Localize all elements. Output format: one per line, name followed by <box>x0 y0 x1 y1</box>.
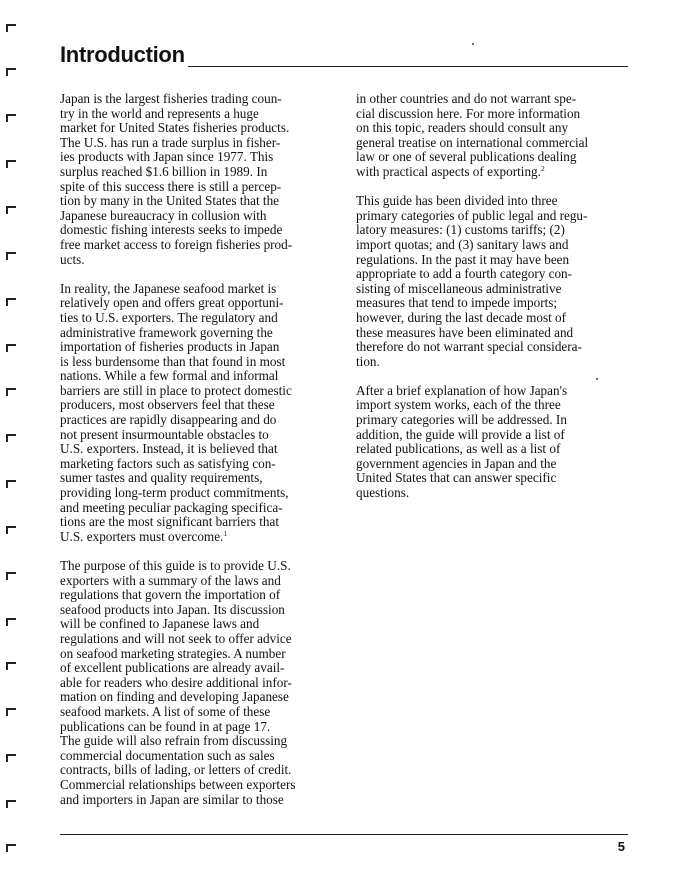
text-line: Commercial relationships between exporters <box>60 776 296 792</box>
text-line: tion. <box>356 353 380 369</box>
text-line: government agencies in Japan and the <box>356 455 557 471</box>
text-line: try in the world and represents a huge <box>60 105 259 121</box>
footnote-mark: 2 <box>540 163 545 173</box>
text-line: free market access to foreign fisheries prod- <box>60 236 293 252</box>
text-line: addition, the guide will provide a list of <box>356 426 565 442</box>
right-column <box>356 92 628 515</box>
text-line: producers, most observers feel that these <box>60 397 275 413</box>
title-rule <box>188 66 628 67</box>
text-line: able for readers who desire additional infor- <box>60 674 292 690</box>
text-line: contracts, bills of lading, or letters of credit. <box>60 762 292 778</box>
binding-hole <box>6 24 16 32</box>
paragraph <box>356 194 628 369</box>
text-line: The purpose of this guide is to provide U.S. <box>60 558 291 573</box>
scan-speck <box>472 43 474 45</box>
text-line: appropriate to add a fourth category con- <box>356 266 573 282</box>
text-line: tion by many in the United States that the <box>60 193 280 209</box>
text-line: nations. While a few formal and informal <box>60 368 279 384</box>
text-line: seafood markets. A list of some of these <box>60 703 271 719</box>
text-line: not present insurmountable obstacles to <box>60 426 269 442</box>
text-line: of excellent publications are already avail- <box>60 660 285 676</box>
text-line: related publications, as well as a list of <box>356 441 561 457</box>
text-line: regulations. In the past it may have been <box>356 251 570 267</box>
text-line: on this topic, readers should consult any <box>356 120 569 136</box>
text-line: general treatise on international commercial <box>356 134 589 150</box>
binding-hole <box>6 298 16 306</box>
text-line: domestic fishing interests seeks to impede <box>60 222 283 238</box>
binding-hole <box>6 800 16 808</box>
text-line: sisting of miscellaneous administrative <box>356 280 562 296</box>
text-line: The U.S. has run a trade surplus in fisher- <box>60 134 281 150</box>
text-line: these measures have been eliminated and <box>356 324 574 340</box>
text-line: primary categories of public legal and regu- <box>356 207 588 223</box>
binding-holes <box>0 0 30 886</box>
binding-hole <box>6 252 16 260</box>
text-line: In reality, the Japanese seafood market is <box>60 280 277 296</box>
binding-hole <box>6 480 16 488</box>
text-line: relatively open and offers great opportuni- <box>60 295 284 311</box>
footnote-mark: 1 <box>223 528 228 538</box>
text-line: law or one of several publications dealing <box>356 149 577 165</box>
text-line: market for United States fisheries products. <box>60 120 290 136</box>
text-line: The guide will also refrain from discussing <box>60 733 288 749</box>
text-line: surplus reached $1.6 billion in 1989. In <box>60 163 268 179</box>
binding-hole <box>6 206 16 214</box>
text-line: on seafood marketing strategies. A number <box>60 645 286 661</box>
text-line: administrative framework governing the <box>60 324 273 340</box>
binding-hole <box>6 572 16 580</box>
binding-hole <box>6 708 16 716</box>
binding-hole <box>6 388 16 396</box>
text-line: U.S. exporters. Instead, it is believed that <box>60 441 278 457</box>
text-line: questions. <box>356 485 410 501</box>
binding-hole <box>6 114 16 122</box>
scan-speck <box>596 378 598 380</box>
text-line: primary categories will be addressed. In <box>356 412 567 428</box>
text-line: tions are the most significant barriers that <box>60 514 279 530</box>
binding-hole <box>6 160 16 168</box>
text-line: ties to U.S. exporters. The regulatory and <box>60 309 278 325</box>
binding-hole <box>6 754 16 762</box>
binding-hole <box>6 434 16 442</box>
text-line: measures that tend to impede imports; <box>356 295 558 311</box>
text-line: will be confined to Japanese laws and <box>60 616 260 632</box>
text-line: providing long-term product commitments, <box>60 485 289 501</box>
text-line: latory measures: (1) customs tariffs; (2) <box>356 222 565 238</box>
page-title: Introduction <box>60 42 185 67</box>
text-line: marketing factors such as satisfying con- <box>60 455 276 471</box>
text-line: commercial documentation such as sales <box>60 747 275 763</box>
binding-hole <box>6 844 16 852</box>
text-line: is less burdensome than that found in most <box>60 353 286 369</box>
binding-hole <box>6 344 16 352</box>
text-line: regulations that govern the importation of <box>60 587 281 603</box>
text-line: mation on finding and developing Japanese <box>60 689 289 705</box>
text-line: ucts. <box>60 251 85 267</box>
text-line: United States that can answer specific <box>356 470 557 486</box>
footer-rule <box>60 834 628 835</box>
text-line: in other countries and do not warrant spe- <box>356 91 577 106</box>
text-line: import quotas; and (3) sanitary laws and <box>356 236 569 252</box>
binding-hole <box>6 68 16 76</box>
paragraph <box>356 92 628 180</box>
paragraph <box>60 92 332 267</box>
text-line: therefore do not warrant special considera- <box>356 339 582 355</box>
page-header <box>60 42 628 70</box>
text-line: Japan is the largest fisheries trading coun- <box>60 91 282 106</box>
text-line: and meeting peculiar packaging specifica- <box>60 499 283 515</box>
text-line: ies products with Japan since 1977. This <box>60 149 274 165</box>
paragraph <box>60 282 332 545</box>
left-column <box>60 92 332 822</box>
text-line: U.S. exporters must overcome.$^1$ <box>60 528 228 544</box>
text-line: cial discussion here. For more information <box>356 105 581 121</box>
text-line: and importers in Japan are similar to those <box>60 791 284 807</box>
text-line: importation of fisheries products in Japan <box>60 339 280 355</box>
text-line: Japanese bureaucracy in collusion with <box>60 207 267 223</box>
paragraph <box>60 559 332 807</box>
text-line: This guide has been divided into three <box>356 193 558 209</box>
text-line: After a brief explanation of how Japan's <box>356 382 568 398</box>
binding-hole <box>6 662 16 670</box>
text-line: import system works, each of the three <box>356 397 561 413</box>
text-line: publications can be found in at page 17. <box>60 718 271 734</box>
text-line: however, during the last decade most of <box>356 309 567 325</box>
text-line: regulations and will not seek to offer advice <box>60 630 292 646</box>
binding-hole <box>6 526 16 534</box>
text-line: seafood products into Japan. Its discussion <box>60 601 285 617</box>
text-line: barriers are still in place to protect domestic <box>60 382 292 398</box>
text-line: sumer tastes and quality requirements, <box>60 470 263 486</box>
binding-hole <box>6 618 16 626</box>
text-line: with practical aspects of exporting.$^2$ <box>356 163 545 179</box>
paragraph <box>356 384 628 501</box>
text-line: spite of this success there is still a percep- <box>60 178 282 194</box>
text-line: exporters with a summary of the laws and <box>60 572 281 588</box>
page-number: 5 <box>617 839 625 854</box>
text-line: practices are rapidly disappearing and do <box>60 412 277 428</box>
